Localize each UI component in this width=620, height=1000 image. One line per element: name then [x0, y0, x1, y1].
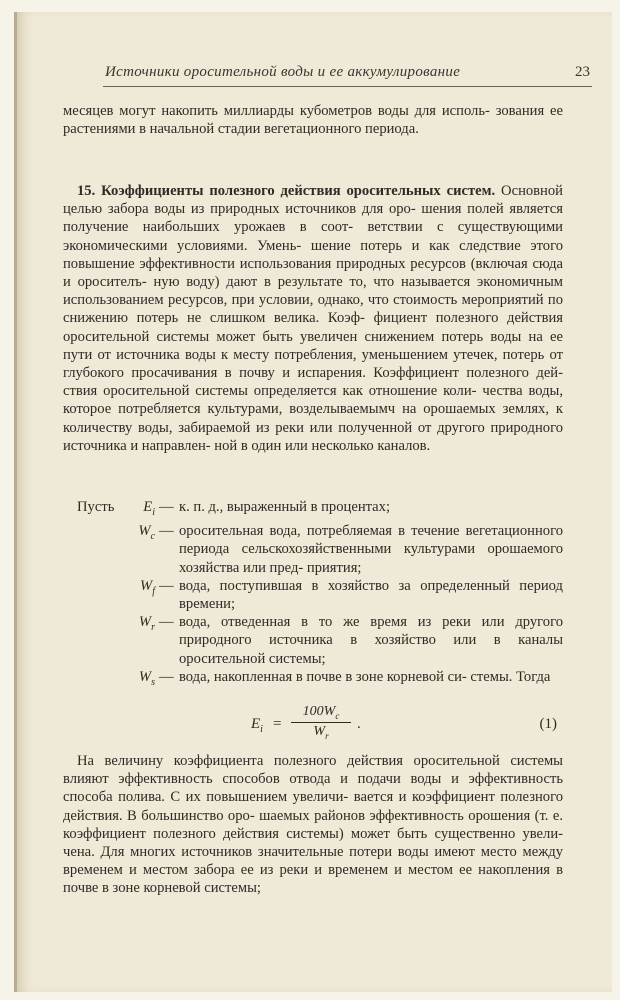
book-page — [14, 12, 612, 992]
symbol: $W_f$ — [140, 577, 155, 597]
fraction-numerator: $100W_c$ — [291, 704, 351, 723]
definition-item: $W_c$ — оросительная вода, потребляемая в течение вегетационного периода сельскохозяйственными культурами орошаемого хозяйства или пред- приятия; — [63, 522, 563, 577]
definition-text: вода, отведенная в то же время из реки или другого природного источника в хозяйство или в каналы оросительной системы; — [179, 614, 563, 667]
definition-item: $W_r$ — вода, отведенная в то же время из реки или другого природного источника в хозяйство или в каналы оросительной системы; — [63, 613, 563, 668]
formula-lhs: $E_i$ — [251, 716, 263, 735]
running-title: Источники оросительной воды и ее аккумулирование — [105, 64, 461, 80]
definition-item: $W_s$ — вода, накопленная в почве в зоне корневой си- стемы. Тогда — [63, 668, 563, 692]
symbol: $W_c$ — [138, 523, 155, 543]
paragraph-continuation: месяцев могут накопить миллиарды кубометров воды для исполь- зования ее растениями в начальной стадии вегетационного периода. — [63, 103, 563, 138]
definition-text: оросительная вода, потребляемая в течение вегетационного периода сельскохозяйственными культурами орошаемого хозяйства или пред- приятия; — [179, 523, 563, 576]
formula-1: $E_i$ = $\frac{100W_c}{W_r}$ . (1) — [251, 704, 557, 741]
fraction-denominator: $W_r$ — [313, 723, 329, 741]
symbol: $W_s$ — [138, 668, 155, 688]
definition-text: вода, поступившая в хозяйство за определенный период времени; — [179, 577, 563, 612]
definition-item: $W_f$ — вода, поступившая в хозяйство за определенный период времени; — [63, 577, 563, 613]
definition-text: вода, накопленная в почве в зоне корневой си- стемы. Тогда — [179, 668, 551, 685]
definition-item: Пусть $E_i$ — к. п. д., выраженный в процентах; — [63, 498, 563, 522]
symbol: $W_r$ — [138, 614, 155, 634]
formula-fraction — [291, 704, 351, 741]
variable-definitions — [63, 498, 563, 692]
symbol: $E_i$ — [143, 499, 155, 518]
page-number: 23 — [575, 64, 590, 80]
formula-equals: = — [273, 716, 282, 732]
section-paragraph: 15. Коэффициенты полезного действия оросительных систем. Основной целью забора воды из природных источников для оро- шения полей является получение наибольших урожаев в соот- ветствии с существующими экономическими условиями. Умень- шение потерь и как следствие этого повышение эффективности использования природных ресурсов (включая сюда и оросителъ- ную воду) дают в результате то, что называется экономичным использованием ресурсов, при условии, однако, что стоимость мероприятий по снижению потерь не слишком велика. Коэф- фициент полезного действия оросительной системы может быть увеличен снижением потерь воды на ее пути от источника воды к месту потребления, уменьшением утечек, потерь от глубокого просачивания в почву и испарения. Коэффициент полезного дей- ствия оросительной системы определяется как отношение коли- чества воды, которое потребляется культурами, возделываемымч на орошаемых землях, к количеству воды, забираемой из реки или полученной от другого природного источника и направлен- ной в один или несколько каналов. — [63, 183, 563, 454]
lead-word: Пусть — [77, 499, 115, 515]
paragraph: На величину коэффициента полезного действия оросительной системы влияют эффективность способов отвода и подачи воды и эффективность способа полива. С их повышением увеличи- вается и коэффициент полезного действия. В большинство оро- шаемых районов эффективность орошения (т. е. коэффициент полезного действия системы) может быть существенно увели- чена. Для многих источников значительные потери воды имеют место между временем и местом забора ее из реки и временем и местом ее накопления в почве в зоне корневой системы; — [63, 753, 564, 897]
page-header — [103, 62, 592, 87]
definition-text: к. п. д., выраженный в процентах; — [179, 499, 391, 515]
equation-number: (1) — [539, 716, 557, 732]
section-heading: 15. Коэффициенты полезного действия оросительных систем. — [77, 183, 496, 199]
